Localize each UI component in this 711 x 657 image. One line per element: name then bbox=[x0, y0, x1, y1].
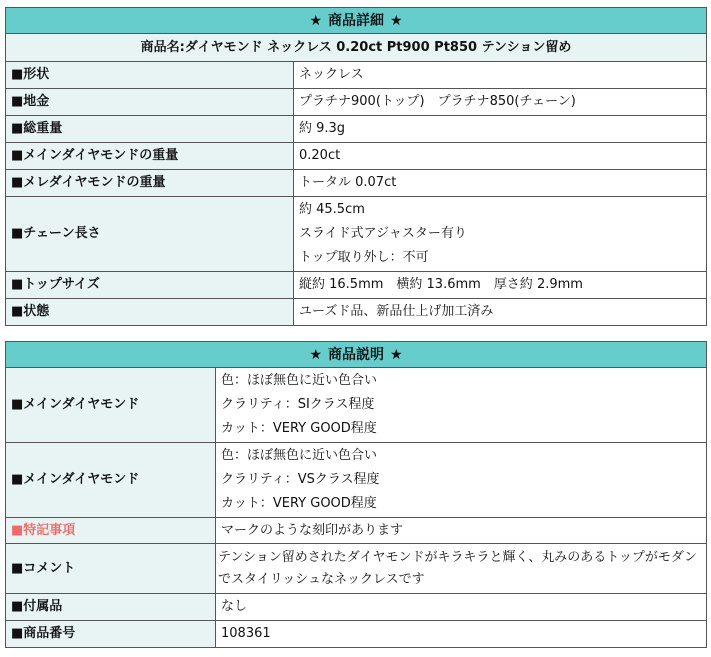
detail-value-main-diamond-weight: 0.20ct bbox=[294, 143, 707, 170]
desc-label-product-number: ■商品番号 bbox=[6, 621, 216, 648]
desc-value-comment: テンション留めされたダイヤモンドがキラキラと輝く、丸みのあるトップがモダンでスタイリッシュなネックレスです bbox=[216, 544, 707, 594]
detail-label-shape: ■形状 bbox=[6, 62, 294, 89]
detail-value-total-weight: 約 9.3g bbox=[294, 116, 707, 143]
diamond-clarity-line: クラリティ：SIクラス程度 bbox=[221, 397, 375, 412]
star-icon: ★ bbox=[390, 12, 403, 29]
desc-label-accessories: ■付属品 bbox=[6, 594, 216, 621]
diamond-color-line: 色：ほぼ無色に近い色合い bbox=[221, 448, 378, 463]
detail-label-top-size: ■トップサイズ bbox=[6, 272, 294, 299]
detail-label-condition: ■状態 bbox=[6, 299, 294, 326]
diamond-cut-line: カット：VERY GOOD程度 bbox=[221, 496, 377, 511]
detail-value-shape: ネックレス bbox=[294, 62, 707, 89]
description-header-title: 商品説明 bbox=[328, 346, 384, 363]
diamond-color-line: 色：ほぼ無色に近い色合い bbox=[221, 373, 378, 388]
detail-value-metal: プラチナ900(トップ) プラチナ850(チェーン) bbox=[294, 89, 707, 116]
detail-label-main-diamond-weight: ■メインダイヤモンドの重量 bbox=[6, 143, 294, 170]
star-icon: ★ bbox=[309, 12, 322, 29]
desc-label-main-diamond-2: ■メインダイヤモンド bbox=[6, 443, 216, 518]
desc-value-product-number: 108361 bbox=[216, 621, 707, 648]
detail-value-condition: ユーズド品、新品仕上げ加工済み bbox=[294, 299, 707, 326]
star-icon: ★ bbox=[309, 346, 322, 363]
detail-value-chain-length bbox=[294, 197, 707, 272]
star-icon: ★ bbox=[390, 346, 403, 363]
desc-label-comment: ■コメント bbox=[6, 544, 216, 594]
desc-label-special-notes: ■特記事項 bbox=[6, 518, 216, 544]
detail-label-chain-length: ■チェーン長さ bbox=[6, 197, 294, 272]
product-name: 商品名:ダイヤモンド ネックレス 0.20ct Pt900 Pt850 テンション留め bbox=[6, 34, 707, 62]
detail-label-total-weight: ■総重量 bbox=[6, 116, 294, 143]
desc-value-main-diamond-1 bbox=[216, 368, 707, 443]
details-header bbox=[6, 8, 707, 34]
product-details-table bbox=[5, 7, 707, 326]
desc-value-accessories: なし bbox=[216, 594, 707, 621]
detail-value-top-size: 縦約 16.5mm 横約 13.6mm 厚さ約 2.9mm bbox=[294, 272, 707, 299]
diamond-clarity-line: クラリティ：VSクラス程度 bbox=[221, 472, 380, 487]
desc-label-main-diamond-1: ■メインダイヤモンド bbox=[6, 368, 216, 443]
chain-removal-line: トップ取り外し：不可 bbox=[299, 250, 429, 265]
product-description-table bbox=[5, 341, 707, 648]
chain-length-line: 約 45.5cm bbox=[299, 202, 365, 217]
diamond-cut-line: カット：VERY GOOD程度 bbox=[221, 421, 377, 436]
detail-value-melee-weight: トータル 0.07ct bbox=[294, 170, 707, 197]
details-header-title: 商品詳細 bbox=[328, 12, 384, 29]
chain-adjuster-line: スライド式アジャスター有り bbox=[299, 226, 467, 241]
detail-label-melee-weight: ■メレダイヤモンドの重量 bbox=[6, 170, 294, 197]
description-header bbox=[6, 342, 707, 368]
desc-value-main-diamond-2 bbox=[216, 443, 707, 518]
desc-value-special-notes: マークのような刻印があります bbox=[216, 518, 707, 544]
detail-label-metal: ■地金 bbox=[6, 89, 294, 116]
